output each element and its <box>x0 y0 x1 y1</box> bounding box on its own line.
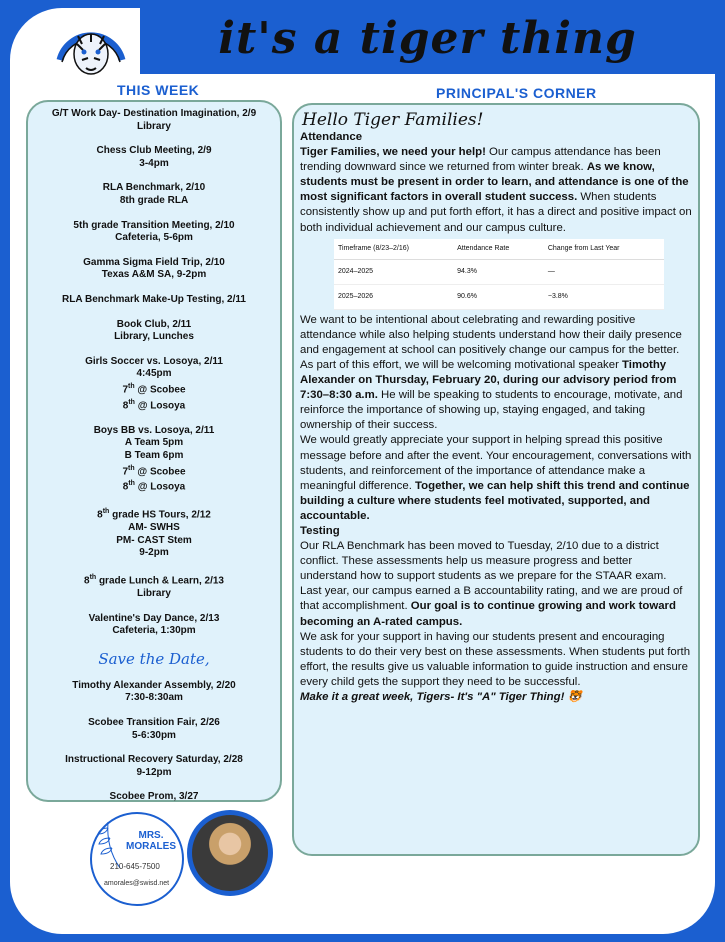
this-week-panel <box>26 100 282 802</box>
event-item: 8th grade Lunch & Learn, 2/13 Library <box>84 574 224 599</box>
event-item: RLA Benchmark, 2/10 8th grade RLA <box>102 182 206 206</box>
principal-photo <box>187 810 273 896</box>
table-row: 2024–2025 94.3% — <box>334 259 664 284</box>
future-event-item: Timothy Alexander Assembly, 2/20 7:30-8:30am <box>72 679 236 704</box>
attendance-paragraph: Tiger Families, we need your help! Our campus attendance has been trending downward since we returned from winter break. As we know, students must be present in order to learn, and attendance is one of the most significant factors in overall student success. When students consistently show up and put forth effort, it has a direct and positive impact on both individual achievement and our campus culture. <box>300 146 692 234</box>
tiger-logo-icon <box>52 20 130 80</box>
future-event-item: Scobee Prom, 3/27 <box>109 791 199 803</box>
future-event-item: Instructional Recovery Saturday, 2/28 9-12pm <box>65 754 243 778</box>
attendance-table <box>334 239 664 310</box>
attendance-heading: Attendance <box>300 131 363 143</box>
event-item: Book Club, 2/11 Library, Lunches <box>114 318 194 343</box>
event-item: Chess Club Meeting, 2/9 3-4pm <box>96 145 212 169</box>
event-item: RLA Benchmark Make-Up Testing, 2/11 <box>62 293 246 305</box>
event-item: G/T Work Day- Destination Imagination, 2/9 Library <box>51 108 257 132</box>
letter-paragraph: We ask for your support in having our students present and encouraging students to do their very best on these assessments. When students put forth effort, the results give us valuable information to guide instruction and ensure every child gets the support they need to be successful. <box>300 630 691 688</box>
table-header: Change from Last Year <box>544 239 664 260</box>
letter-paragraph: Last year, our campus earned a B accountability rating, and we are proud of that accomplishment. Our goal is to continue growing and work toward becoming an A-rated campus. <box>300 585 683 628</box>
table-row: 2025–2026 90.6% −3.8% <box>334 284 664 309</box>
event-item: Gamma Sigma Field Trip, 2/10 Texas A&M SA, 9-2pm <box>83 256 225 281</box>
this-week-heading: THIS WEEK <box>117 82 200 98</box>
table-header: Timeframe (8/23–2/16) <box>334 239 453 260</box>
header-band <box>140 8 715 74</box>
contact-name: MRS. MORALES <box>126 830 176 852</box>
letter-paragraph: Our RLA Benchmark has been moved to Tuesday, 2/10 due to a district conflict. These assessments help us measure progress and better understand how to support students as we prepare for the STAAR exam. <box>300 540 667 583</box>
testing-heading: Testing <box>300 524 340 537</box>
save-the-date-heading: Save the Date, <box>98 649 210 668</box>
principal-letter-panel <box>292 103 700 856</box>
letter-paragraph: As part of this effort, we will be welcoming motivational speaker Timothy Alexander on Thursday, February 20, during our advisory period from 7:30–8:30 a.m. He will be speaking to students to encourage, motivate, and reinforce the importance of showing up, staying engaged, and taking ownership of their success. <box>300 358 683 432</box>
principal-corner-heading: PRINCIPAL'S CORNER <box>436 85 597 101</box>
event-item: Boys BB vs. Losoya, 2/11 A Team 5pm B Team 6pm 7th @ Scobee 8th @ Losoya <box>93 424 215 493</box>
future-event-item: Scobee Transition Fair, 2/26 5-6:30pm <box>88 716 220 741</box>
event-item: 5th grade Transition Meeting, 2/10 Cafeteria, 5-6pm <box>73 219 235 244</box>
contact-phone: 210-645-7500 <box>110 862 160 871</box>
newsletter-title: it's a tiger thing <box>218 13 637 64</box>
contact-email-link[interactable]: amorales@swisd.net <box>104 880 170 887</box>
table-header: Attendance Rate <box>453 239 544 260</box>
letter-paragraph: We want to be intentional about celebrating and rewarding positive attendance while also helping students understand how their daily presence and engagement at school can positively change our campus for the better. <box>300 313 682 356</box>
event-item: Valentine's Day Dance, 2/13 Cafeteria, 1:30pm <box>88 612 220 637</box>
event-item: Girls Soccer vs. Losoya, 2/11 4:45pm 7th @ Scobee 8th @ Losoya <box>85 355 223 412</box>
letter-paragraph: We would greatly appreciate your support in helping spread this positive message before and after the event. Your encouragement, conversations with students, and reinforcement of the importance of attendance make a meaningful difference. Together, we can help shift this trend and continue building a culture where students feel motivated, supported, and accountable. <box>300 434 692 522</box>
letter-greeting: Hello Tiger Families! <box>302 110 484 130</box>
event-item: 8th grade HS Tours, 2/12 AM- SWHS PM- CAST Stem 9-2pm <box>97 508 211 559</box>
letter-closing: Make it a great week, Tigers- It's "A" Tiger Thing! 🐯 <box>300 691 582 703</box>
